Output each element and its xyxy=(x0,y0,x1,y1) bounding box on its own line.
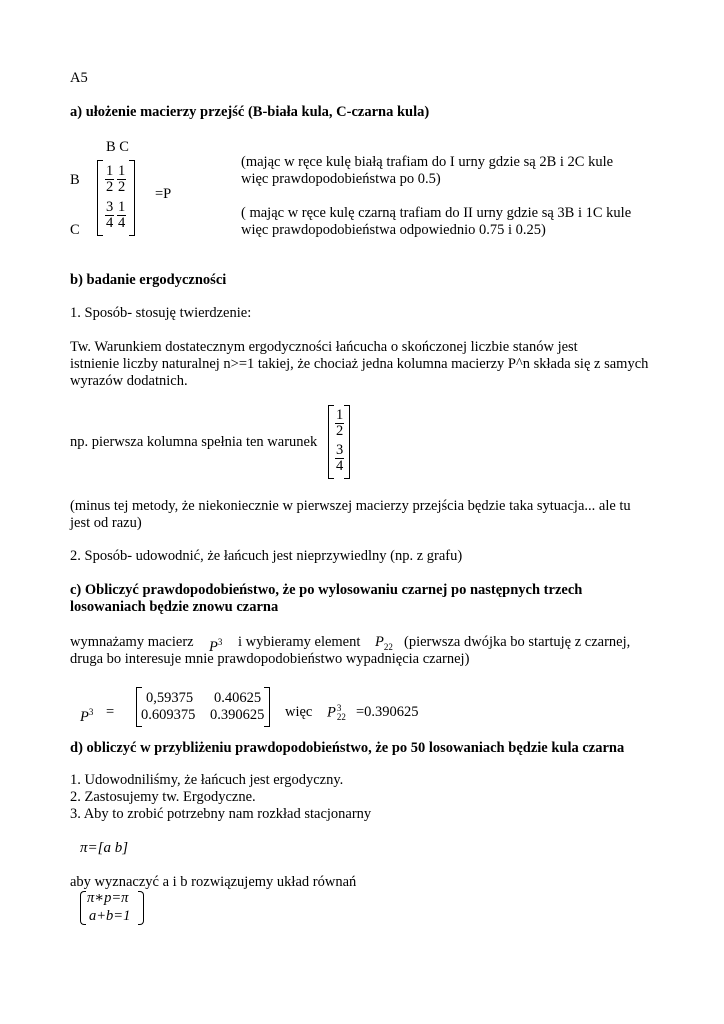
step-3: 3. Aby to zrobić potrzebny nam rozkład stacjonarny xyxy=(70,806,372,822)
equation-system xyxy=(80,889,160,927)
method-2: 2. Sposób- udowodnić, że łańcuch jest nieprzywiedlny (np. z grafu) xyxy=(70,548,463,564)
theorem-line3: wyrazów dodatnich. xyxy=(70,373,188,389)
equation-1: π∗p=π xyxy=(87,890,129,906)
p3-matrix xyxy=(136,687,270,727)
note-white-line2: więc prawdopodobieństwa po 0.5) xyxy=(241,171,441,187)
theorem-line2: istnienie liczby naturalnej n>=1 takiej, że chociaż jedna kolumna macierzy P^n składa się z samych xyxy=(70,356,649,372)
section-d-title: d) obliczyć w przybliżeniu prawdopodobieństwo, że po 50 losowaniach będzie kula czarna xyxy=(70,740,625,756)
equation-2: a+b=1 xyxy=(89,908,131,924)
p3-cell-12: 0.40625 xyxy=(214,690,262,706)
section-b-title: b) badanie ergodyczności xyxy=(70,272,227,288)
section-c-title-line1: c) Obliczyć prawdopodobieństwo, że po wylosowaniu czarnej po następnych trzech xyxy=(70,582,583,598)
matrix-row-label-c: C xyxy=(70,222,80,238)
header-label: A5 xyxy=(70,70,88,86)
matrix-equals-p: =P xyxy=(155,186,172,202)
minus-line2: jest od razu) xyxy=(70,515,142,531)
p3-cell-22: 0.390625 xyxy=(210,707,265,723)
column-vector xyxy=(328,405,350,479)
p3-cell-21: 0.609375 xyxy=(141,707,196,723)
section-c-title-line2: losowaniach będzie znowu czarna xyxy=(70,599,279,615)
vector-cell: $\frac{1}{2}$ xyxy=(336,407,344,439)
minus-line1: (minus tej metody, że niekoniecznie w pierwszej macierzy przejścia będzie taka sytuacja... ale tu xyxy=(70,498,631,514)
matrix-cell: $\frac{1}{2}$ xyxy=(106,163,114,195)
note-white-line1: (mając w ręce kulę białą trafiam do I urny gdzie są 2B i 2C kule xyxy=(241,154,614,170)
matrix-cell: $\frac{3}{4}$ xyxy=(106,199,114,231)
p3-lhs: $P^3$ xyxy=(80,707,94,725)
note-black-line1: ( mając w ręce kulę czarną trafiam do II urny gdzie są 3B i 1C kule xyxy=(241,205,632,221)
matrix-column-header: B C xyxy=(106,139,129,155)
matrix-cell: $\frac{1}{2}$ xyxy=(118,163,126,195)
matrix-row-label-b: B xyxy=(70,172,80,188)
step-1: 1. Udowodniliśmy, że łańcuch jest ergodyczny. xyxy=(70,772,344,788)
example-text: np. pierwsza kolumna spełnia ten warunek xyxy=(70,434,318,450)
method-1: 1. Sposób- stosuję twierdzenie: xyxy=(70,305,252,321)
p22-cubed: P 3 22 xyxy=(327,703,346,722)
multiply-text: wymnażamy macierz xyxy=(70,634,194,650)
transition-matrix xyxy=(97,160,135,236)
choose-element-text: i wybieramy element xyxy=(238,634,361,650)
vector-cell: $\frac{3}{4}$ xyxy=(336,442,344,474)
matrix-cell: $\frac{1}{4}$ xyxy=(118,199,126,231)
theorem-line1: Tw. Warunkiem dostatecznym ergodyczności łańcucha o skończonej liczbie stanów jest xyxy=(70,339,578,355)
note-black-line2: więc prawdopodobieństwa odpowiednio 0.75 i 0.25) xyxy=(241,222,546,238)
p-cubed: $P^3$ xyxy=(209,637,223,655)
result-value: =0.390625 xyxy=(356,704,419,720)
pi-definition: π=[a b] xyxy=(80,840,129,856)
section-a-title: a) ułożenie macierzy przejść (B-biała kula, C-czarna kula) xyxy=(70,104,430,120)
wiec-text: więc xyxy=(285,704,313,720)
explanation-text: (pierwsza dwójka bo startuję z czarnej, xyxy=(404,634,631,650)
equals-sign: = xyxy=(106,704,115,720)
p3-cell-11: 0,59375 xyxy=(146,690,194,706)
p22-symbol: $P_{22}$ xyxy=(375,634,393,652)
solve-system-text: aby wyznaczyć a i b rozwiązujemy układ równań xyxy=(70,874,357,890)
explanation-line2: druga bo interesuje mnie prawdopodobieństwo wypadnięcia czarnej) xyxy=(70,651,470,667)
step-2: 2. Zastosujemy tw. Ergodyczne. xyxy=(70,789,256,805)
